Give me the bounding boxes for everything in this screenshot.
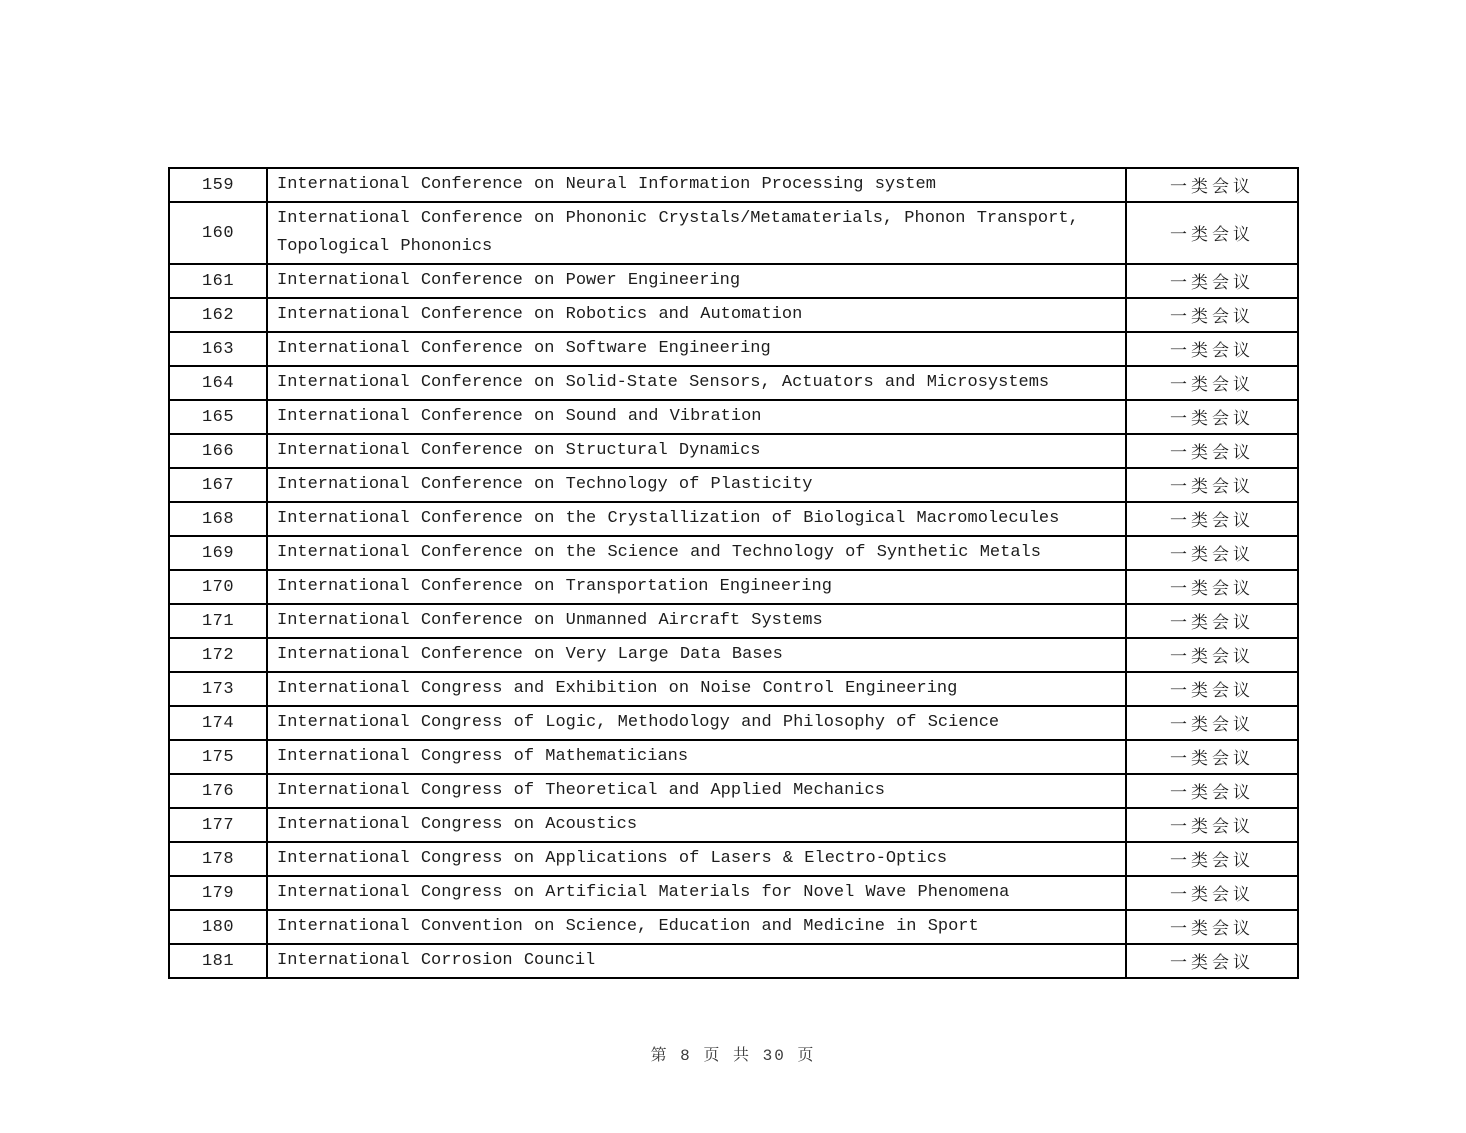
category-cell: 一类会议: [1126, 774, 1298, 808]
row-number-cell: 174: [169, 706, 267, 740]
row-number-cell: 171: [169, 604, 267, 638]
table-row: [169, 672, 1298, 706]
row-number-cell: 170: [169, 570, 267, 604]
conference-table-container: [168, 167, 1297, 979]
conference-name-cell: International Conference on Very Large Data Bases: [267, 638, 1126, 672]
row-number-cell: 179: [169, 876, 267, 910]
table-row: [169, 298, 1298, 332]
row-number-cell: 177: [169, 808, 267, 842]
row-number-cell: 167: [169, 468, 267, 502]
row-number-cell: 162: [169, 298, 267, 332]
category-cell: 一类会议: [1126, 536, 1298, 570]
conference-name-cell: International Congress on Applications of Lasers & Electro-Optics: [267, 842, 1126, 876]
table-row: [169, 468, 1298, 502]
conference-name-cell: International Conference on Phononic Crystals/Metamaterials, Phonon Transport, Topological Phononics: [267, 202, 1126, 264]
conference-table: [168, 167, 1299, 979]
category-cell: 一类会议: [1126, 298, 1298, 332]
row-number-cell: 163: [169, 332, 267, 366]
table-row: [169, 264, 1298, 298]
category-cell: 一类会议: [1126, 672, 1298, 706]
table-row: [169, 944, 1298, 978]
conference-name-cell: International Conference on Neural Information Processing system: [267, 168, 1126, 202]
row-number-cell: 159: [169, 168, 267, 202]
table-row: [169, 570, 1298, 604]
conference-name-cell: International Conference on Software Engineering: [267, 332, 1126, 366]
table-row: [169, 604, 1298, 638]
table-row: [169, 638, 1298, 672]
table-row: [169, 400, 1298, 434]
conference-name-cell: International Conference on Solid-State Sensors, Actuators and Microsystems: [267, 366, 1126, 400]
conference-name-cell: International Conference on Transportation Engineering: [267, 570, 1126, 604]
row-number-cell: 164: [169, 366, 267, 400]
conference-name-cell: International Conference on Robotics and Automation: [267, 298, 1126, 332]
table-row: [169, 536, 1298, 570]
conference-name-cell: International Congress of Mathematicians: [267, 740, 1126, 774]
conference-name-cell: International Conference on Technology of Plasticity: [267, 468, 1126, 502]
conference-name-cell: International Conference on the Crystallization of Biological Macromolecules: [267, 502, 1126, 536]
table-row: [169, 168, 1298, 202]
category-cell: 一类会议: [1126, 740, 1298, 774]
conference-name-cell: International Conference on the Science and Technology of Synthetic Metals: [267, 536, 1126, 570]
row-number-cell: 176: [169, 774, 267, 808]
conference-name-cell: International Conference on Sound and Vibration: [267, 400, 1126, 434]
row-number-cell: 172: [169, 638, 267, 672]
category-cell: 一类会议: [1126, 332, 1298, 366]
category-cell: 一类会议: [1126, 400, 1298, 434]
row-number-cell: 181: [169, 944, 267, 978]
page-number-indicator: 第 8 页 共 30 页: [650, 1047, 816, 1065]
row-number-cell: 180: [169, 910, 267, 944]
table-row: [169, 202, 1298, 264]
table-row: [169, 876, 1298, 910]
category-cell: 一类会议: [1126, 910, 1298, 944]
category-cell: 一类会议: [1126, 434, 1298, 468]
table-row: [169, 910, 1298, 944]
category-cell: 一类会议: [1126, 502, 1298, 536]
conference-name-cell: International Conference on Structural Dynamics: [267, 434, 1126, 468]
category-cell: 一类会议: [1126, 570, 1298, 604]
category-cell: 一类会议: [1126, 604, 1298, 638]
category-cell: 一类会议: [1126, 842, 1298, 876]
category-cell: 一类会议: [1126, 468, 1298, 502]
row-number-cell: 166: [169, 434, 267, 468]
conference-name-cell: International Congress and Exhibition on Noise Control Engineering: [267, 672, 1126, 706]
conference-name-cell: International Congress on Artificial Materials for Novel Wave Phenomena: [267, 876, 1126, 910]
row-number-cell: 173: [169, 672, 267, 706]
row-number-cell: 160: [169, 202, 267, 264]
category-cell: 一类会议: [1126, 264, 1298, 298]
table-row: [169, 740, 1298, 774]
row-number-cell: 165: [169, 400, 267, 434]
conference-name-cell: International Conference on Power Engineering: [267, 264, 1126, 298]
conference-name-cell: International Congress on Acoustics: [267, 808, 1126, 842]
table-body: [169, 168, 1298, 978]
table-row: [169, 366, 1298, 400]
category-cell: 一类会议: [1126, 202, 1298, 264]
row-number-cell: 169: [169, 536, 267, 570]
table-row: [169, 706, 1298, 740]
conference-name-cell: International Congress of Theoretical and Applied Mechanics: [267, 774, 1126, 808]
conference-name-cell: International Conference on Unmanned Aircraft Systems: [267, 604, 1126, 638]
table-row: [169, 842, 1298, 876]
row-number-cell: 178: [169, 842, 267, 876]
conference-name-cell: International Corrosion Council: [267, 944, 1126, 978]
row-number-cell: 161: [169, 264, 267, 298]
row-number-cell: 168: [169, 502, 267, 536]
category-cell: 一类会议: [1126, 366, 1298, 400]
table-row: [169, 332, 1298, 366]
conference-name-cell: International Convention on Science, Education and Medicine in Sport: [267, 910, 1126, 944]
category-cell: 一类会议: [1126, 944, 1298, 978]
table-row: [169, 774, 1298, 808]
conference-name-cell: International Congress of Logic, Methodology and Philosophy of Science: [267, 706, 1126, 740]
table-row: [169, 502, 1298, 536]
category-cell: 一类会议: [1126, 638, 1298, 672]
row-number-cell: 175: [169, 740, 267, 774]
category-cell: 一类会议: [1126, 876, 1298, 910]
category-cell: 一类会议: [1126, 808, 1298, 842]
table-row: [169, 434, 1298, 468]
table-row: [169, 808, 1298, 842]
category-cell: 一类会议: [1126, 706, 1298, 740]
category-cell: 一类会议: [1126, 168, 1298, 202]
